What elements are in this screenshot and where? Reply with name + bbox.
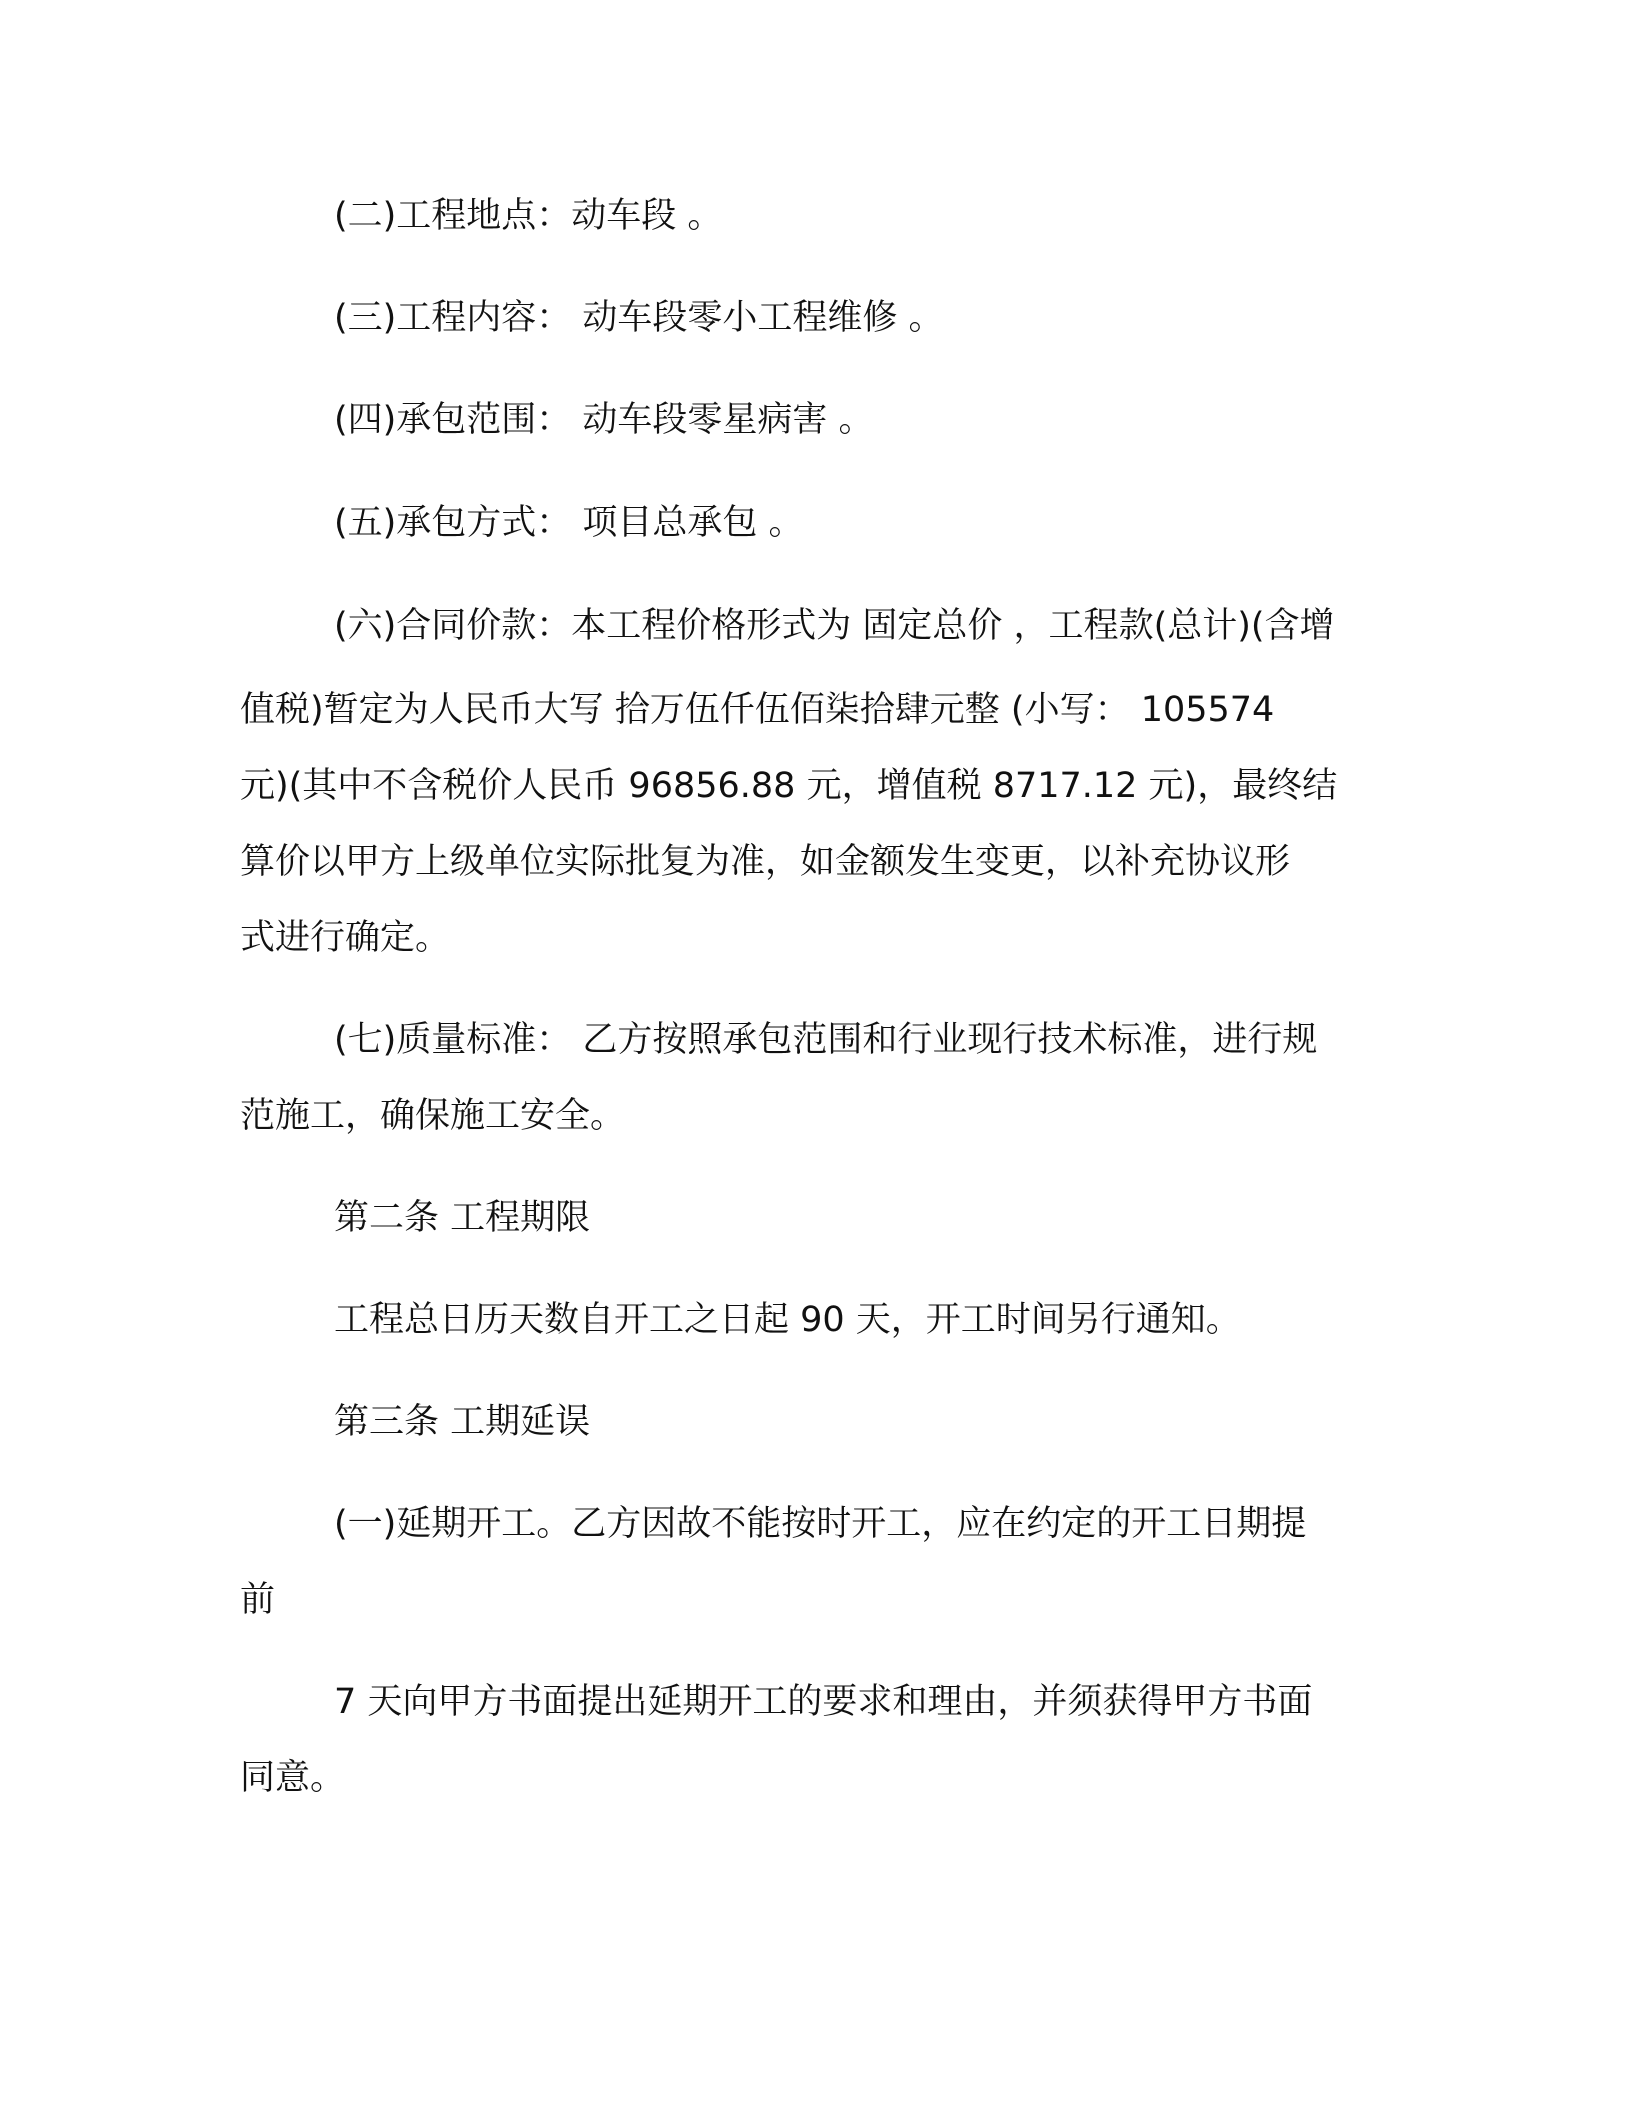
clause-contract-price-cont-4: 式进行确定。: [240, 918, 451, 958]
clause-project-location: (二)工程地点：动车段 。: [334, 196, 723, 236]
clause-delayed-start-notice: 7 天向甲方书面提出延期开工的要求和理由，并须获得甲方书面: [334, 1682, 1313, 1722]
clause-contract-price-cont-3: 算价以甲方上级单位实际批复为准，如金额发生变更，以补充协议形: [240, 842, 1291, 882]
article-2-body: 工程总日历天数自开工之日起 90 天，开工时间另行通知。: [334, 1300, 1241, 1340]
clause-contract-price-cont-1: 值税)暂定为人民币大写 拾万伍仟伍佰柒拾肆元整 (小写： 105574: [240, 690, 1275, 730]
clause-quality-standard: (七)质量标准： 乙方按照承包范围和行业现行技术标准，进行规: [334, 1020, 1318, 1060]
article-2-heading: 第二条 工程期限: [334, 1198, 591, 1238]
clause-contract-scope: (四)承包范围： 动车段零星病害 。: [334, 400, 874, 440]
clause-contract-price-cont-2: 元)(其中不含税价人民币 96856.88 元，增值税 8717.12 元)，最终结: [240, 766, 1338, 806]
clause-delayed-start: (一)延期开工。乙方因故不能按时开工，应在约定的开工日期提: [334, 1504, 1307, 1544]
clause-delayed-start-cont: 前: [240, 1580, 276, 1620]
clause-project-content: (三)工程内容： 动车段零小工程维修 。: [334, 298, 944, 338]
article-3-heading: 第三条 工期延误: [334, 1402, 591, 1442]
clause-contract-method: (五)承包方式： 项目总承包 。: [334, 503, 804, 543]
clause-contract-price: (六)合同价款：本工程价格形式为 固定总价 ，工程款(总计)(含增: [334, 606, 1335, 646]
clause-quality-standard-cont: 范施工，确保施工安全。: [240, 1096, 626, 1136]
clause-delayed-start-notice-cont: 同意。: [240, 1758, 346, 1798]
